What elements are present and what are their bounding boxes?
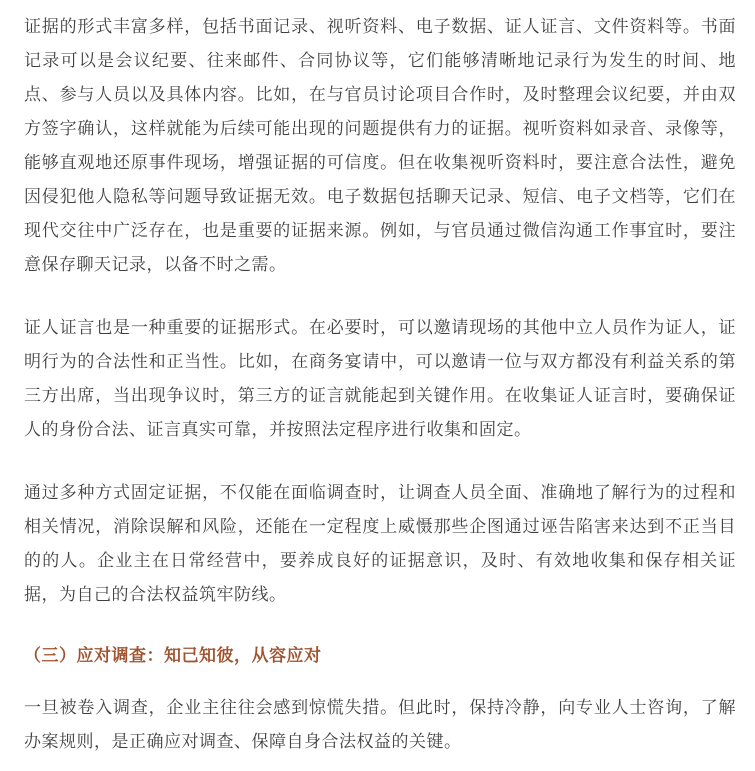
- paragraph-line: 办案规则，是正确应对调查、保障自身合法权益的关键。: [24, 732, 462, 752]
- paragraph-line: 证人证言也是一种重要的证据形式。在必要时，可以邀请现场的其他中立人员作为证人，证: [24, 318, 736, 338]
- paragraph-line: 人的身份合法、证言真实可靠，并按照法定程序进行收集和固定。: [24, 420, 532, 440]
- paragraph-line: 意保存聊天记录，以备不时之需。: [24, 255, 287, 275]
- paragraph-line: 通过多种方式固定证据，不仅能在面临调查时，让调查人员全面、准确地了解行为的过程和: [24, 483, 736, 503]
- paragraph-line: 点、参与人员以及具体内容。比如，在与官员讨论项目合作时，及时整理会议纪要，并由双: [24, 85, 736, 105]
- paragraph-line: 方签字确认，这样就能为后续可能出现的问题提供有力的证据。视听资料如录音、录像等，: [24, 119, 736, 139]
- paragraph-line: 相关情况，消除误解和风险，还能在一定程度上威慑那些企图通过诬告陷害来达到不正当目: [24, 517, 736, 537]
- paragraph-line: 能够直观地还原事件现场，增强证据的可信度。但在收集视听资料时，要注意合法性，避免: [24, 153, 736, 173]
- paragraph-line: 记录可以是会议纪要、往来邮件、合同协议等，它们能够清晰地记录行为发生的时间、地: [24, 51, 736, 71]
- section-heading: （三）应对调查：知己知彼，从容应对: [24, 646, 322, 666]
- paragraph-line: 三方出席，当出现争议时，第三方的证言就能起到关键作用。在收集证人证言时，要确保证: [24, 386, 736, 406]
- paragraph-line: 现代交往中广泛存在，也是重要的证据来源。例如，与官员通过微信沟通工作事宜时，要注: [24, 221, 736, 241]
- paragraph-line: 据，为自己的合法权益筑牢防线。: [24, 585, 287, 605]
- paragraph-line: 一旦被卷入调查，企业主往往会感到惊慌失措。但此时，保持冷静，向专业人士咨询，了解: [24, 698, 736, 718]
- paragraph-line: 明行为的合法性和正当性。比如，在商务宴请中，可以邀请一位与双方都没有利益关系的第: [24, 352, 736, 372]
- paragraph-line: 的的人。企业主在日常经营中，要养成良好的证据意识，及时、有效地收集和保存相关证: [24, 551, 736, 571]
- paragraph-line: 证据的形式丰富多样，包括书面记录、视听资料、电子数据、证人证言、文件资料等。书面: [24, 17, 736, 37]
- paragraph-line: 因侵犯他人隐私等问题导致证据无效。电子数据包括聊天记录、短信、电子文档等，它们在: [24, 187, 736, 207]
